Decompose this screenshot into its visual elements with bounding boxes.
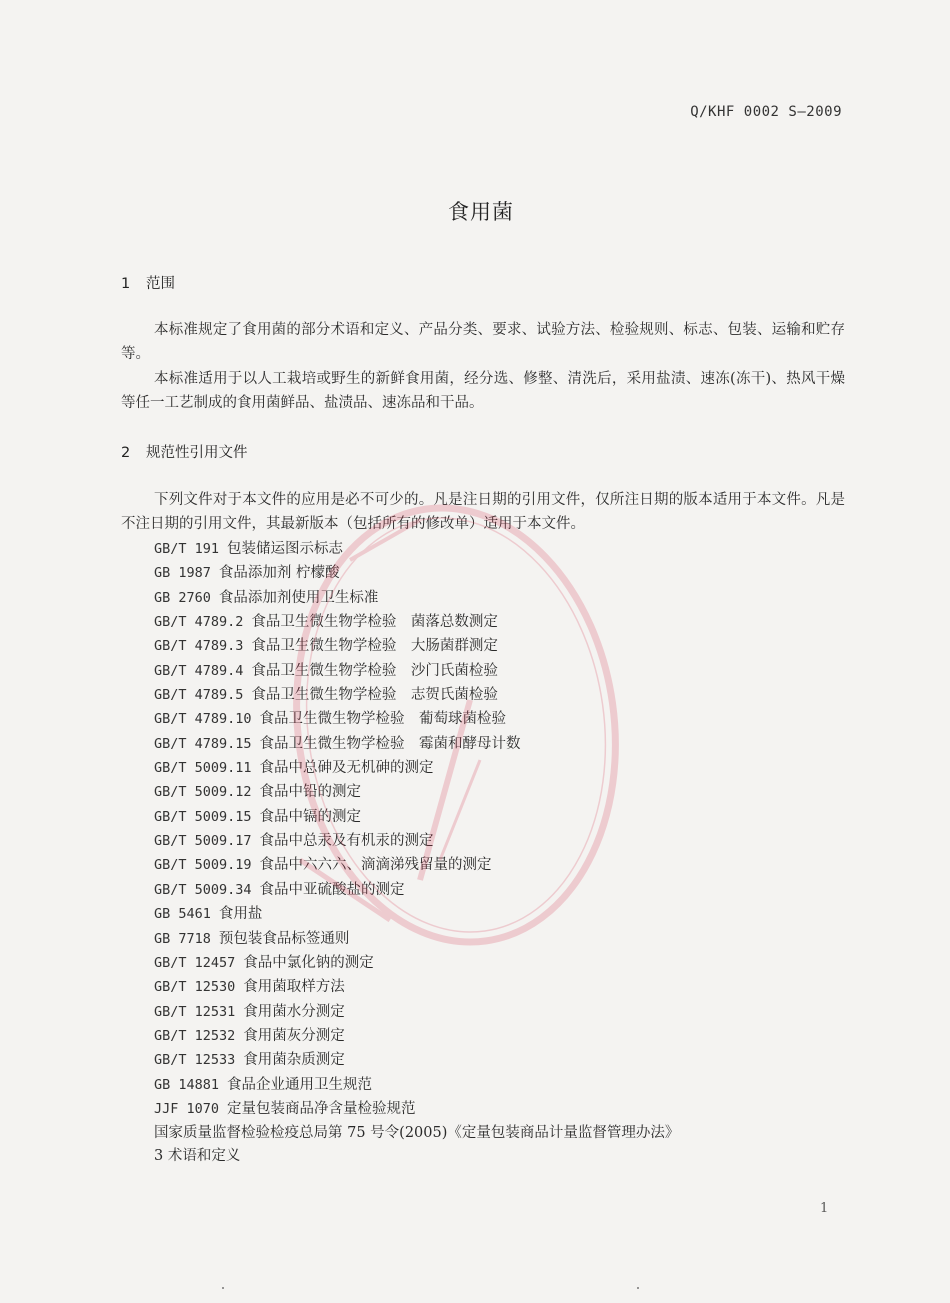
reference-item [154, 610, 679, 634]
reference-item [154, 1024, 679, 1048]
reference-title: 食品中六六六、滴滴涕残留量的测定 [259, 857, 492, 874]
reference-code: GB/T 4789.4 [154, 662, 244, 679]
reference-item [154, 586, 679, 610]
reference-title: 食品卫生微生物学检验 霉菌和酵母计数 [259, 735, 521, 752]
reference-item [154, 975, 679, 999]
reference-title: 食用菌水分测定 [243, 1003, 345, 1020]
reference-title: 食品卫生微生物学检验 大肠菌群测定 [251, 638, 498, 655]
section-1-paragraph-2: 本标准适用于以人工栽培或野生的新鲜食用菌，经分选、修整、清洗后，采用盐渍、速冻(冻干)、热风干燥等任一工艺制成的食用菌鲜品、盐渍品、速冻品和干品。 [121, 371, 845, 411]
reference-code: GB/T 4789.15 [154, 735, 252, 752]
reference-title: 食品中氯化钠的测定 [243, 954, 374, 971]
reference-item [154, 1121, 679, 1145]
reference-item [154, 951, 679, 975]
section-2-title: 规范性引用文件 [146, 445, 248, 461]
reference-code: GB/T 12530 [154, 979, 236, 996]
reference-code: GB 7718 [154, 930, 211, 947]
reference-code: GB/T 5009.19 [154, 857, 252, 874]
section-2-number: 2 [121, 445, 131, 461]
reference-code: GB 5461 [154, 906, 211, 923]
section-1-paragraph-1: 本标准规定了食用菌的部分术语和定义、产品分类、要求、试验方法、检验规则、标志、包装、运输和贮存等。 [121, 322, 845, 362]
reference-item [154, 683, 679, 707]
reference-title: 国家质量监督检验检疫总局第 75 号令(2005)《定量包装商品计量监督管理办法》 [154, 1125, 680, 1142]
reference-item [154, 634, 679, 658]
reference-item [154, 853, 679, 877]
reference-title: 食品中亚硫酸盐的测定 [259, 881, 405, 898]
document-title: 食用菌 [448, 200, 514, 224]
page-number: 1 [820, 1201, 829, 1216]
reference-code: GB 14881 [154, 1076, 220, 1093]
reference-title: 包装储运图示标志 [227, 541, 344, 557]
reference-code: GB/T 5009.11 [154, 760, 252, 777]
reference-title: 食品中铅的测定 [259, 784, 362, 801]
reference-item [154, 537, 679, 561]
reference-title: 食品卫生微生物学检验 沙门氏菌检验 [251, 662, 498, 679]
reference-code: GB/T 4789.3 [154, 638, 244, 655]
reference-title: 预包装食品标签通则 [218, 930, 350, 947]
scan-speck [637, 1287, 639, 1289]
reference-title: 食用菌杂质测定 [243, 1052, 345, 1069]
reference-code: GB 1987 [154, 565, 211, 582]
reference-item [154, 732, 679, 756]
reference-item [154, 1073, 679, 1097]
reference-title: 食品企业通用卫生规范 [227, 1076, 373, 1093]
scan-speck [222, 1287, 224, 1289]
reference-title: 定量包装商品净含量检验规范 [227, 1100, 416, 1117]
reference-code: GB/T 12531 [154, 1003, 236, 1020]
reference-item [154, 1000, 679, 1024]
reference-title: 食用菌灰分测定 [243, 1027, 345, 1044]
reference-code: GB/T 5009.15 [154, 808, 252, 825]
reference-code: GB/T 5009.17 [154, 833, 252, 850]
section-1-number: 1 [121, 276, 131, 292]
reference-item [154, 707, 679, 731]
reference-item [154, 561, 679, 585]
section-3-title: 术语和定义 [167, 1148, 241, 1164]
reference-code: GB/T 191 [154, 541, 220, 557]
reference-code: GB 2760 [154, 589, 211, 606]
reference-item [154, 805, 679, 829]
reference-item [154, 829, 679, 853]
section-2-heading [121, 441, 248, 462]
reference-title: 食品中总砷及无机砷的测定 [259, 760, 434, 777]
reference-code: GB/T 5009.12 [154, 784, 252, 801]
reference-title: 食品添加剂 柠檬酸 [218, 565, 340, 582]
reference-code: GB/T 4789.5 [154, 687, 244, 704]
reference-title: 食品中镉的测定 [259, 808, 362, 825]
reference-code: GB/T 12532 [154, 1027, 236, 1044]
reference-title: 食品卫生微生物学检验 葡萄球菌检验 [259, 711, 507, 728]
reference-code: GB/T 12533 [154, 1052, 236, 1069]
reference-item [154, 1048, 679, 1072]
section-1-heading [121, 272, 175, 293]
reference-title: 食品卫生微生物学检验 志贺氏菌检验 [251, 687, 498, 704]
reference-code: JJF 1070 [154, 1100, 220, 1117]
reference-title: 食用菌取样方法 [243, 979, 345, 996]
section-3-heading [154, 1144, 240, 1165]
reference-code: GB/T 12457 [154, 954, 236, 971]
reference-item [154, 780, 679, 804]
section-2-intro: 下列文件对于本文件的应用是必不可少的。凡是注日期的引用文件，仅所注日期的版本适用于本文件。凡是不注日期的引用文件，其最新版本（包括所有的修改单）适用于本文件。 [121, 492, 845, 532]
reference-item [154, 756, 679, 780]
reference-code: GB/T 4789.2 [154, 614, 244, 631]
reference-title: 食用盐 [218, 906, 263, 923]
reference-item [154, 659, 679, 683]
section-1-title: 范围 [146, 276, 175, 292]
reference-code: GB/T 5009.34 [154, 881, 252, 898]
standard-code: Q/KHF 0002 S—2009 [690, 104, 842, 120]
reference-list [154, 537, 679, 1146]
reference-item [154, 902, 679, 926]
reference-code: GB/T 4789.10 [154, 711, 252, 728]
section-3-number: 3 [154, 1148, 164, 1164]
reference-item [154, 1097, 679, 1121]
reference-item [154, 927, 679, 951]
reference-title: 食品卫生微生物学检验 菌落总数测定 [251, 614, 498, 631]
reference-title: 食品添加剂使用卫生标准 [218, 589, 379, 606]
reference-title: 食品中总汞及有机汞的测定 [259, 833, 434, 850]
reference-item [154, 878, 679, 902]
